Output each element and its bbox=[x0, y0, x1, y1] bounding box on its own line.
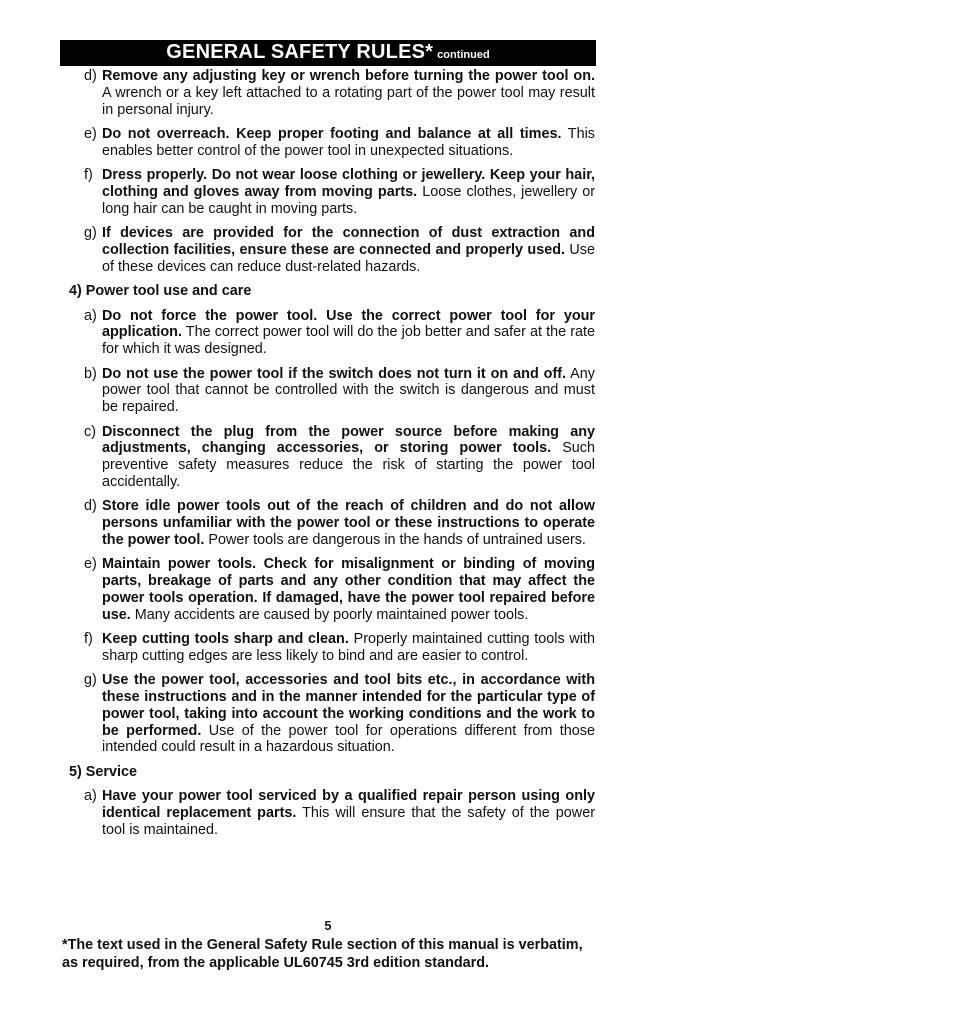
rule-letter: e) bbox=[84, 125, 97, 142]
rule-explanation: This will ensure that the safety of the power tool is maintained. bbox=[102, 805, 595, 838]
rule-emphasis: Dress properly. Do not wear loose clothing or jewellery. Keep your hair, clothing and gloves away from moving parts. bbox=[102, 167, 595, 200]
rule-item bbox=[69, 126, 595, 160]
rule-letter: f) bbox=[84, 167, 93, 184]
rule-letter: d) bbox=[84, 498, 97, 515]
rule-item bbox=[69, 631, 595, 665]
rule-letter: a) bbox=[84, 307, 97, 324]
rule-item bbox=[69, 788, 595, 838]
header-subtitle: continued bbox=[437, 49, 490, 61]
rule-explanation: Such preventive safety measures reduce the risk of starting the power tool accidentally. bbox=[102, 440, 595, 490]
rule-item bbox=[69, 556, 595, 623]
rule-emphasis: Use the power tool, accessories and tool bits etc., in accordance with these instructions and in the manner intended for the particular type of power tool, taking into account the working conditions and the work to be performed. bbox=[102, 672, 595, 739]
rule-explanation: Use of these devices can reduce dust-related hazards. bbox=[102, 241, 595, 275]
section-header bbox=[60, 40, 596, 66]
rule-emphasis: Remove any adjusting key or wrench before turning the power tool on. bbox=[102, 68, 595, 84]
page-number: 5 bbox=[324, 919, 332, 933]
rule-item bbox=[69, 68, 595, 118]
rule-item bbox=[69, 366, 595, 416]
rule-explanation: The correct power tool will do the job better and safer at the rate for which it was designed. bbox=[102, 324, 595, 358]
header-title: GENERAL SAFETY RULES* bbox=[166, 41, 434, 63]
rule-emphasis: Do not force the power tool. Use the correct power tool for your application. bbox=[102, 307, 595, 341]
rule-letter: e) bbox=[84, 556, 97, 573]
rule-letter: b) bbox=[84, 365, 97, 382]
rule-item bbox=[69, 424, 595, 491]
rule-explanation: Any power tool that cannot be controlled with the switch is dangerous and must be repaired. bbox=[102, 365, 595, 416]
section-heading: 4) Power tool use and care bbox=[69, 283, 252, 300]
rule-explanation: Loose clothes, jewellery or long hair can be caught in moving parts. bbox=[102, 183, 596, 217]
rule-letter: f) bbox=[84, 631, 93, 648]
rule-letter: g) bbox=[84, 672, 97, 689]
rule-emphasis: Do not overreach. Keep proper footing and balance at all times. bbox=[102, 125, 562, 142]
rule-explanation: Use of the power tool for operations different from those intended could result in a hazardous situation. bbox=[102, 722, 595, 756]
rule-item bbox=[69, 672, 595, 756]
footnote: *The text used in the General Safety Rule section of this manual is verbatim, as required, from the applicable UL60745 3rd edition standard. bbox=[62, 937, 583, 971]
rule-emphasis: Have your power tool serviced by a qualified repair person using only identical replacement parts. bbox=[102, 788, 595, 821]
rule-explanation: Many accidents are caused by poorly maintained power tools. bbox=[130, 606, 529, 623]
section-heading: 5) Service bbox=[69, 763, 138, 780]
rule-letter: c) bbox=[84, 423, 96, 440]
rule-letter: g) bbox=[84, 225, 97, 242]
rule-item bbox=[69, 308, 595, 358]
rule-emphasis: Maintain power tools. Check for misalignment or binding of moving parts, breakage of parts and any other condition that may affect the power tools operation. If damaged, have the power tool repaired before use. bbox=[102, 556, 595, 623]
rule-explanation: Properly maintained cutting tools with sharp cutting edges are less likely to bind and are easier to control. bbox=[102, 631, 595, 664]
rule-letter: a) bbox=[84, 788, 97, 805]
rule-item bbox=[69, 225, 595, 275]
rules-content bbox=[69, 68, 595, 846]
rule-explanation: Power tools are dangerous in the hands of untrained users. bbox=[204, 531, 586, 548]
rule-emphasis: If devices are provided for the connection of dust extraction and collection facilities, ensure these are connected and properly used. bbox=[102, 225, 595, 258]
rule-letter: d) bbox=[84, 68, 97, 84]
rule-item bbox=[69, 498, 595, 548]
rule-emphasis: Disconnect the plug from the power source before making any adjustments, changing accessories, or storing power tools. bbox=[102, 423, 595, 457]
rule-explanation: A wrench or a key left attached to a rotating part of the power tool may result in personal injury. bbox=[102, 84, 595, 118]
rule-emphasis: Do not use the power tool if the switch does not turn it on and off. bbox=[102, 365, 567, 382]
rule-emphasis: Keep cutting tools sharp and clean. bbox=[102, 631, 349, 648]
rule-emphasis: Store idle power tools out of the reach of children and do not allow persons unfamiliar with the power tool or these instructions to operate the power tool. bbox=[102, 498, 595, 548]
rule-explanation: This enables better control of the power tool in unexpected situations. bbox=[102, 125, 595, 159]
rule-item bbox=[69, 167, 595, 217]
